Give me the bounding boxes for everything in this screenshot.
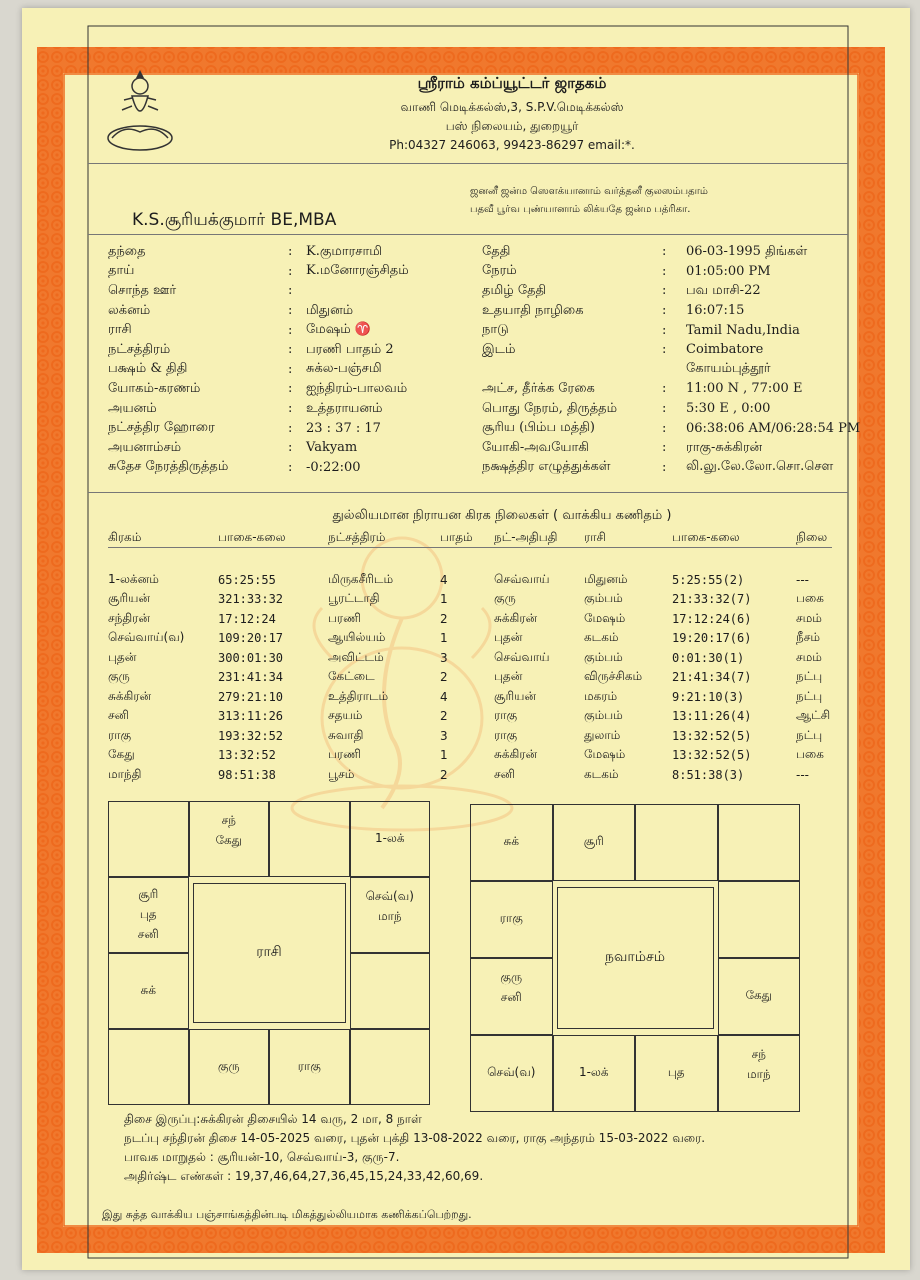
info-value: மிதுனம் <box>306 302 354 318</box>
table-cell: புதன் <box>494 630 523 645</box>
info-label: சுதேச நேரத்திருத்தம் <box>108 459 229 475</box>
rasi-house <box>108 801 189 877</box>
table-cell: 300:01:30 <box>218 650 284 665</box>
info-value: கோயம்புத்தூர் <box>686 361 771 377</box>
table-cell: கேது <box>108 747 135 762</box>
info-label: அட்ச, தீர்க்க ரேகை <box>482 380 595 396</box>
table-cell: மிதுனம் <box>584 571 628 586</box>
info-row <box>108 301 409 321</box>
info-value: Coimbatore <box>686 342 764 358</box>
table-cell: பகை <box>796 747 824 762</box>
info-value <box>306 281 409 301</box>
planet-abbrev: செவ்(வ) <box>365 889 414 903</box>
table-cell: உத்திராடம் <box>328 688 389 703</box>
navamsa-house <box>553 804 636 881</box>
goddess-logo <box>104 66 176 152</box>
info-row <box>108 438 409 458</box>
info-value: லி.லு.லே.லோ.சொ.சௌ <box>686 459 834 475</box>
info-label: உதயாதி நாழிகை <box>482 302 584 318</box>
info-label: யோகி-அவயோகி <box>482 439 589 455</box>
info-label: நக்ஷத்திர எழுத்துக்கள் <box>482 459 611 475</box>
table-cell: 2 <box>440 670 448 685</box>
column-header: பாதம் <box>440 530 473 544</box>
header-address-line2: பஸ் நிலையம், துறையூர் <box>445 119 579 133</box>
table-row <box>108 765 832 785</box>
table-cell: பூசம் <box>328 766 355 781</box>
planet-abbrev: சூரி <box>583 834 604 848</box>
info-row <box>482 320 860 340</box>
table-cell: --- <box>796 572 809 587</box>
rasi-house <box>269 1029 350 1105</box>
table-cell: பரணி <box>328 610 361 625</box>
table-row <box>108 668 832 688</box>
info-label: சூரிய (பிம்ப மத்தி) <box>482 420 595 436</box>
planet-abbrev: சனி <box>137 927 159 941</box>
info-value: மேஷம் ♈ <box>306 322 372 338</box>
info-row <box>108 242 409 262</box>
planet-abbrev: சந் <box>751 1047 766 1061</box>
info-colon: : <box>662 322 667 338</box>
table-cell: 21:33:32(7) <box>672 592 752 607</box>
info-value: Tamil Nadu,India <box>686 322 800 338</box>
table-cell: செவ்வாய் <box>494 571 550 586</box>
info-colon: : <box>662 263 667 279</box>
info-row <box>482 301 860 321</box>
planet-abbrev: சுக் <box>140 983 156 997</box>
navamsa-house <box>635 804 718 881</box>
info-row <box>482 242 860 262</box>
info-label: லக்னம் <box>108 302 151 318</box>
navamsa-house <box>553 1035 636 1112</box>
planet-abbrev: சனி <box>500 990 522 1004</box>
navamsa-house <box>718 1035 801 1112</box>
info-label: நட்சத்திரம் <box>108 341 171 357</box>
info-row <box>108 262 409 282</box>
planet-abbrev: குரு <box>500 970 523 984</box>
info-row <box>108 360 409 380</box>
info-label: அயனம் <box>108 400 157 416</box>
table-cell: பூரட்டாதி <box>328 591 380 606</box>
info-colon: : <box>662 303 667 319</box>
info-divider <box>88 492 848 493</box>
rasi-house <box>108 877 189 953</box>
info-colon: : <box>288 303 293 319</box>
planet-table-title: துல்லியமான நிராயன கிரக நிலைகள் ( வாக்கிய கணிதம் ) <box>332 508 672 523</box>
table-cell: கேட்டை <box>328 669 375 684</box>
info-value: 5:30 E , 0:00 <box>686 401 771 417</box>
navamsa-house <box>470 881 553 958</box>
table-cell: 13:32:52(5) <box>672 728 752 743</box>
info-value: K.குமாரசாமி <box>306 243 383 259</box>
table-cell: 2 <box>440 709 448 724</box>
info-label: நேரம் <box>482 263 517 279</box>
info-label: சொந்த ஊர் <box>108 282 177 298</box>
navamsa-house <box>718 958 801 1035</box>
navamsa-house <box>470 958 553 1035</box>
table-cell: 65:25:55 <box>218 572 276 587</box>
planet-abbrev: மாந் <box>377 909 402 923</box>
table-cell: செவ்வாய்(வ) <box>108 630 185 645</box>
info-value: 23 : 37 : 17 <box>306 420 381 436</box>
table-row <box>108 648 832 668</box>
table-row <box>108 687 832 707</box>
table-cell: குரு <box>494 591 516 606</box>
info-value: Vakyam <box>306 440 358 456</box>
table-cell: 1 <box>440 592 448 607</box>
info-colon: : <box>288 381 293 397</box>
info-colon: : <box>288 322 293 338</box>
table-row <box>108 707 832 727</box>
info-colon: : <box>288 244 293 260</box>
table-cell: 3 <box>440 728 448 743</box>
table-cell: 313:11:26 <box>218 709 284 724</box>
table-cell: 5:25:55(2) <box>672 572 745 587</box>
table-cell: சூரியன் <box>108 591 151 606</box>
info-row <box>482 399 860 419</box>
rasi-chart <box>108 801 430 1105</box>
column-header: ராசி <box>584 530 606 544</box>
table-cell: சமம் <box>796 649 822 664</box>
rasi-house <box>269 801 350 877</box>
table-row <box>108 570 832 590</box>
header-address-line1: வாணி மெடிக்கல்ஸ்,3, S.P.V.மெடிக்கல்ஸ் <box>400 100 624 114</box>
verse-line2: பதவீ பூர்வ புண்யானாம் லிக்யதே ஜன்ம பத்ரிகா. <box>470 204 691 215</box>
table-spacer <box>108 548 832 570</box>
table-cell: சந்திரன் <box>108 610 151 625</box>
table-cell: மேஷம் <box>584 747 626 762</box>
table-cell: நீசம் <box>796 630 820 645</box>
rasi-house <box>108 1029 189 1105</box>
table-cell: 19:20:17(6) <box>672 631 752 646</box>
rasi-house <box>108 953 189 1029</box>
info-value: 06:38:06 AM/06:28:54 PM <box>686 420 861 436</box>
navamsa-house <box>718 881 801 958</box>
info-colon: : <box>662 420 667 436</box>
planet-abbrev: கேது <box>215 833 243 847</box>
info-colon: : <box>662 381 667 397</box>
table-cell: சனி <box>108 708 129 723</box>
table-cell: கடகம் <box>584 630 619 645</box>
table-cell: சனி <box>494 766 515 781</box>
info-colon: : <box>662 459 667 475</box>
info-colon: : <box>662 283 667 299</box>
info-row <box>108 281 409 301</box>
table-cell: 9:21:10(3) <box>672 689 745 704</box>
table-cell: புதன் <box>494 669 523 684</box>
info-row <box>108 340 409 360</box>
info-row <box>108 399 409 419</box>
table-cell: ஆயில்யம் <box>328 630 386 645</box>
table-cell: 13:11:26(4) <box>672 709 752 724</box>
info-colon: : <box>662 342 667 358</box>
table-cell: விருச்சிகம் <box>584 669 643 684</box>
column-header: நட்சத்திரம் <box>328 530 386 544</box>
table-cell: கும்பம் <box>584 591 623 606</box>
table-row <box>108 746 832 766</box>
planet-abbrev: புத <box>667 1065 685 1079</box>
verse-line1: ஜனனீ ஜன்ம ஸௌக்யானாம் வர்த்தனீ குலஸம்பதாம் <box>470 186 708 197</box>
info-colon: : <box>662 440 667 456</box>
info-row <box>108 320 409 340</box>
column-header: கிரகம் <box>108 530 142 544</box>
info-label: இடம் <box>482 341 516 357</box>
horoscope-sheet <box>22 8 910 1270</box>
info-value: -0:22:00 <box>306 459 361 475</box>
info-row <box>482 458 860 478</box>
table-cell: அவிட்டம் <box>328 649 384 664</box>
info-label: நாடு <box>482 322 509 338</box>
column-header: பாகை-கலை <box>218 530 286 544</box>
current-dasa: நடப்பு சந்திரன் திசை 14-05-2025 வரை, புதன் புக்தி 13-08-2022 வரை, ராகு அந்தரம் 15-03-2022 வரை. <box>124 1131 706 1145</box>
table-cell: செவ்வாய் <box>494 649 550 664</box>
rasi-house <box>189 801 270 877</box>
table-cell: 98:51:38 <box>218 767 276 782</box>
person-name: K.S.சூரியக்குமார் BE,MBA <box>132 210 337 230</box>
rasi-house <box>350 801 431 877</box>
table-cell: மகரம் <box>584 688 618 703</box>
footer-note: இது சுத்த வாக்கிய பஞ்சாங்கத்தின்படி மிகத்துல்லியமாக கணிக்கப்பெற்றது. <box>102 1208 472 1221</box>
table-cell: கடகம் <box>584 766 619 781</box>
info-colon: : <box>662 401 667 417</box>
planet-abbrev: 1-லக் <box>374 831 405 845</box>
info-label: தந்தை <box>108 243 146 259</box>
table-cell: புதன் <box>108 649 137 664</box>
column-header: நிலை <box>796 530 828 544</box>
info-row <box>482 438 860 458</box>
info-row <box>108 379 409 399</box>
table-cell: சுவாதி <box>328 727 364 742</box>
table-cell: நட்பு <box>796 669 823 684</box>
planet-abbrev: ராகு <box>297 1059 321 1073</box>
info-label: அயனாம்சம் <box>108 439 182 455</box>
table-cell: 4 <box>440 689 448 704</box>
birth-info-left <box>108 242 409 477</box>
info-row <box>108 418 409 438</box>
table-cell: 4 <box>440 572 448 587</box>
info-colon: : <box>288 342 293 358</box>
table-cell: சுக்கிரன் <box>108 688 152 703</box>
table-cell: மாந்தி <box>108 766 142 781</box>
planet-abbrev: குரு <box>217 1059 240 1073</box>
planet-abbrev: மாந் <box>746 1067 771 1081</box>
planet-abbrev: சூரி <box>138 887 159 901</box>
table-cell: 2 <box>440 611 448 626</box>
header-title: ஸ்ரீராம் கம்ப்யூட்டர் ஜாதகம் <box>417 74 607 92</box>
table-cell: 109:20:17 <box>218 631 284 646</box>
navamsa-house <box>470 804 553 881</box>
info-row <box>108 458 409 478</box>
planet-abbrev: புத <box>139 907 157 921</box>
planet-abbrev: 1-லக் <box>578 1065 609 1079</box>
table-cell: மிருகசீரிடம் <box>328 571 394 586</box>
planet-abbrev: கேது <box>745 988 773 1002</box>
info-label: பக்ஷம் & திதி <box>108 361 188 377</box>
birth-info-right <box>482 242 860 477</box>
table-header-row <box>108 528 832 548</box>
info-colon: : <box>288 459 293 475</box>
info-value: உத்தராயனம் <box>306 400 383 416</box>
info-colon: : <box>288 283 293 299</box>
info-row <box>482 418 860 438</box>
table-cell: பரணி <box>328 747 361 762</box>
info-value: ராகு-சுக்கிரன் <box>686 439 763 455</box>
table-cell: 321:33:32 <box>218 592 284 607</box>
info-label: நட்சத்திர ஹோரை <box>108 420 215 436</box>
table-cell: 1 <box>440 631 448 646</box>
info-row <box>482 340 860 360</box>
table-row <box>108 609 832 629</box>
navamsa-house <box>718 804 801 881</box>
info-value: ஐந்திரம்-பாலவம் <box>306 380 408 396</box>
column-header: பாகை-கலை <box>672 530 740 544</box>
table-cell: பகை <box>796 591 824 606</box>
table-cell: 0:01:30(1) <box>672 650 745 665</box>
info-value: சுக்ல-பஞ்சமி <box>306 361 382 377</box>
info-label: யோகம்-கரணம் <box>108 380 201 396</box>
info-value: பவ மாசி-22 <box>686 282 761 298</box>
table-cell: 21:41:34(7) <box>672 670 752 685</box>
table-cell: நட்பு <box>796 688 823 703</box>
lucky-numbers: அதிர்ஷ்ட எண்கள் : 19,37,46,64,27,36,45,15,24,33,42,60,69. <box>124 1169 484 1183</box>
info-colon: : <box>662 244 667 260</box>
table-cell: துலாம் <box>584 727 621 742</box>
table-cell: 8:51:38(3) <box>672 767 745 782</box>
table-cell: கும்பம் <box>584 708 623 723</box>
rasi-house <box>189 1029 270 1105</box>
info-colon: : <box>288 420 293 436</box>
table-cell: 279:21:10 <box>218 689 284 704</box>
info-label <box>482 360 662 380</box>
info-row <box>482 281 860 301</box>
table-cell: ஆட்சி <box>796 708 831 723</box>
table-cell: நட்பு <box>796 727 823 742</box>
name-divider <box>88 234 848 235</box>
column-header: நட்-அதிபதி <box>494 530 558 544</box>
table-row <box>108 629 832 649</box>
table-cell: சுக்கிரன் <box>494 610 538 625</box>
navamsa-house <box>470 1035 553 1112</box>
info-colon <box>662 360 686 380</box>
table-cell: ராகு <box>494 708 518 723</box>
navamsa-center-label: நவாம்சம் <box>557 887 714 1029</box>
planet-abbrev: ராகு <box>499 911 523 925</box>
table-cell: 193:32:52 <box>218 728 284 743</box>
info-label: பொது நேரம், திருத்தம் <box>482 400 618 416</box>
table-cell: சுக்கிரன் <box>494 747 538 762</box>
planet-abbrev: சுக் <box>503 834 519 848</box>
bhava-change: பாவக மாறுதல் : சூரியன்-10, செவ்வாய்-3, குரு-7. <box>124 1150 400 1164</box>
table-header-divider <box>108 547 832 548</box>
rasi-house <box>350 877 431 953</box>
table-row <box>108 726 832 746</box>
table-cell: 2 <box>440 767 448 782</box>
info-row <box>482 360 860 380</box>
header-phone: Ph:04327 246063, 99423-86297 email:*. <box>389 138 635 152</box>
info-colon: : <box>288 361 293 377</box>
table-cell: 3 <box>440 650 448 665</box>
table-cell: சதயம் <box>328 708 363 723</box>
info-row <box>482 262 860 282</box>
table-row <box>108 590 832 610</box>
planet-positions-table <box>108 528 832 785</box>
info-value: 16:07:15 <box>686 303 745 319</box>
table-cell: 1-லக்னம் <box>108 571 159 586</box>
table-cell: கும்பம் <box>584 649 623 664</box>
navamsa-chart <box>470 804 800 1112</box>
info-label: தேதி <box>482 243 511 259</box>
table-cell: --- <box>796 767 809 782</box>
planet-abbrev: செவ்(வ) <box>487 1065 536 1079</box>
info-label: தாய் <box>108 263 135 279</box>
table-cell: ராகு <box>494 727 518 742</box>
table-cell: 13:32:52(5) <box>672 748 752 763</box>
table-cell: 231:41:34 <box>218 670 284 685</box>
info-colon: : <box>288 263 293 279</box>
navamsa-house <box>635 1035 718 1112</box>
info-label: தமிழ் தேதி <box>482 282 547 298</box>
info-value: பரணி பாதம் 2 <box>306 341 394 357</box>
table-cell: 1 <box>440 748 448 763</box>
info-value: 01:05:00 PM <box>686 263 771 279</box>
planet-abbrev: சந் <box>221 813 236 827</box>
rasi-house <box>350 1029 431 1105</box>
header-divider <box>88 163 848 164</box>
table-cell: மேஷம் <box>584 610 626 625</box>
table-cell: சூரியன் <box>494 688 537 703</box>
rasi-center-label: ராசி <box>193 883 346 1023</box>
info-row <box>482 379 860 399</box>
table-cell: 17:12:24(6) <box>672 611 752 626</box>
table-cell: 13:32:52 <box>218 748 276 763</box>
info-value: 11:00 N , 77:00 E <box>686 381 803 397</box>
table-cell: குரு <box>108 669 130 684</box>
table-cell: சமம் <box>796 610 822 625</box>
table-cell: 17:12:24 <box>218 611 276 626</box>
info-value: K.மனோரஞ்சிதம் <box>306 263 409 279</box>
info-colon: : <box>288 440 293 456</box>
info-value: 06-03-1995 திங்கள் <box>686 243 808 259</box>
info-colon: : <box>288 401 293 417</box>
info-label: ராசி <box>108 322 132 338</box>
dasa-balance: திசை இருப்பு:சுக்கிரன் திசையில் 14 வரு, 2 மா, 8 நாள் <box>124 1112 422 1126</box>
table-cell: ராகு <box>108 727 132 742</box>
rasi-house <box>350 953 431 1029</box>
